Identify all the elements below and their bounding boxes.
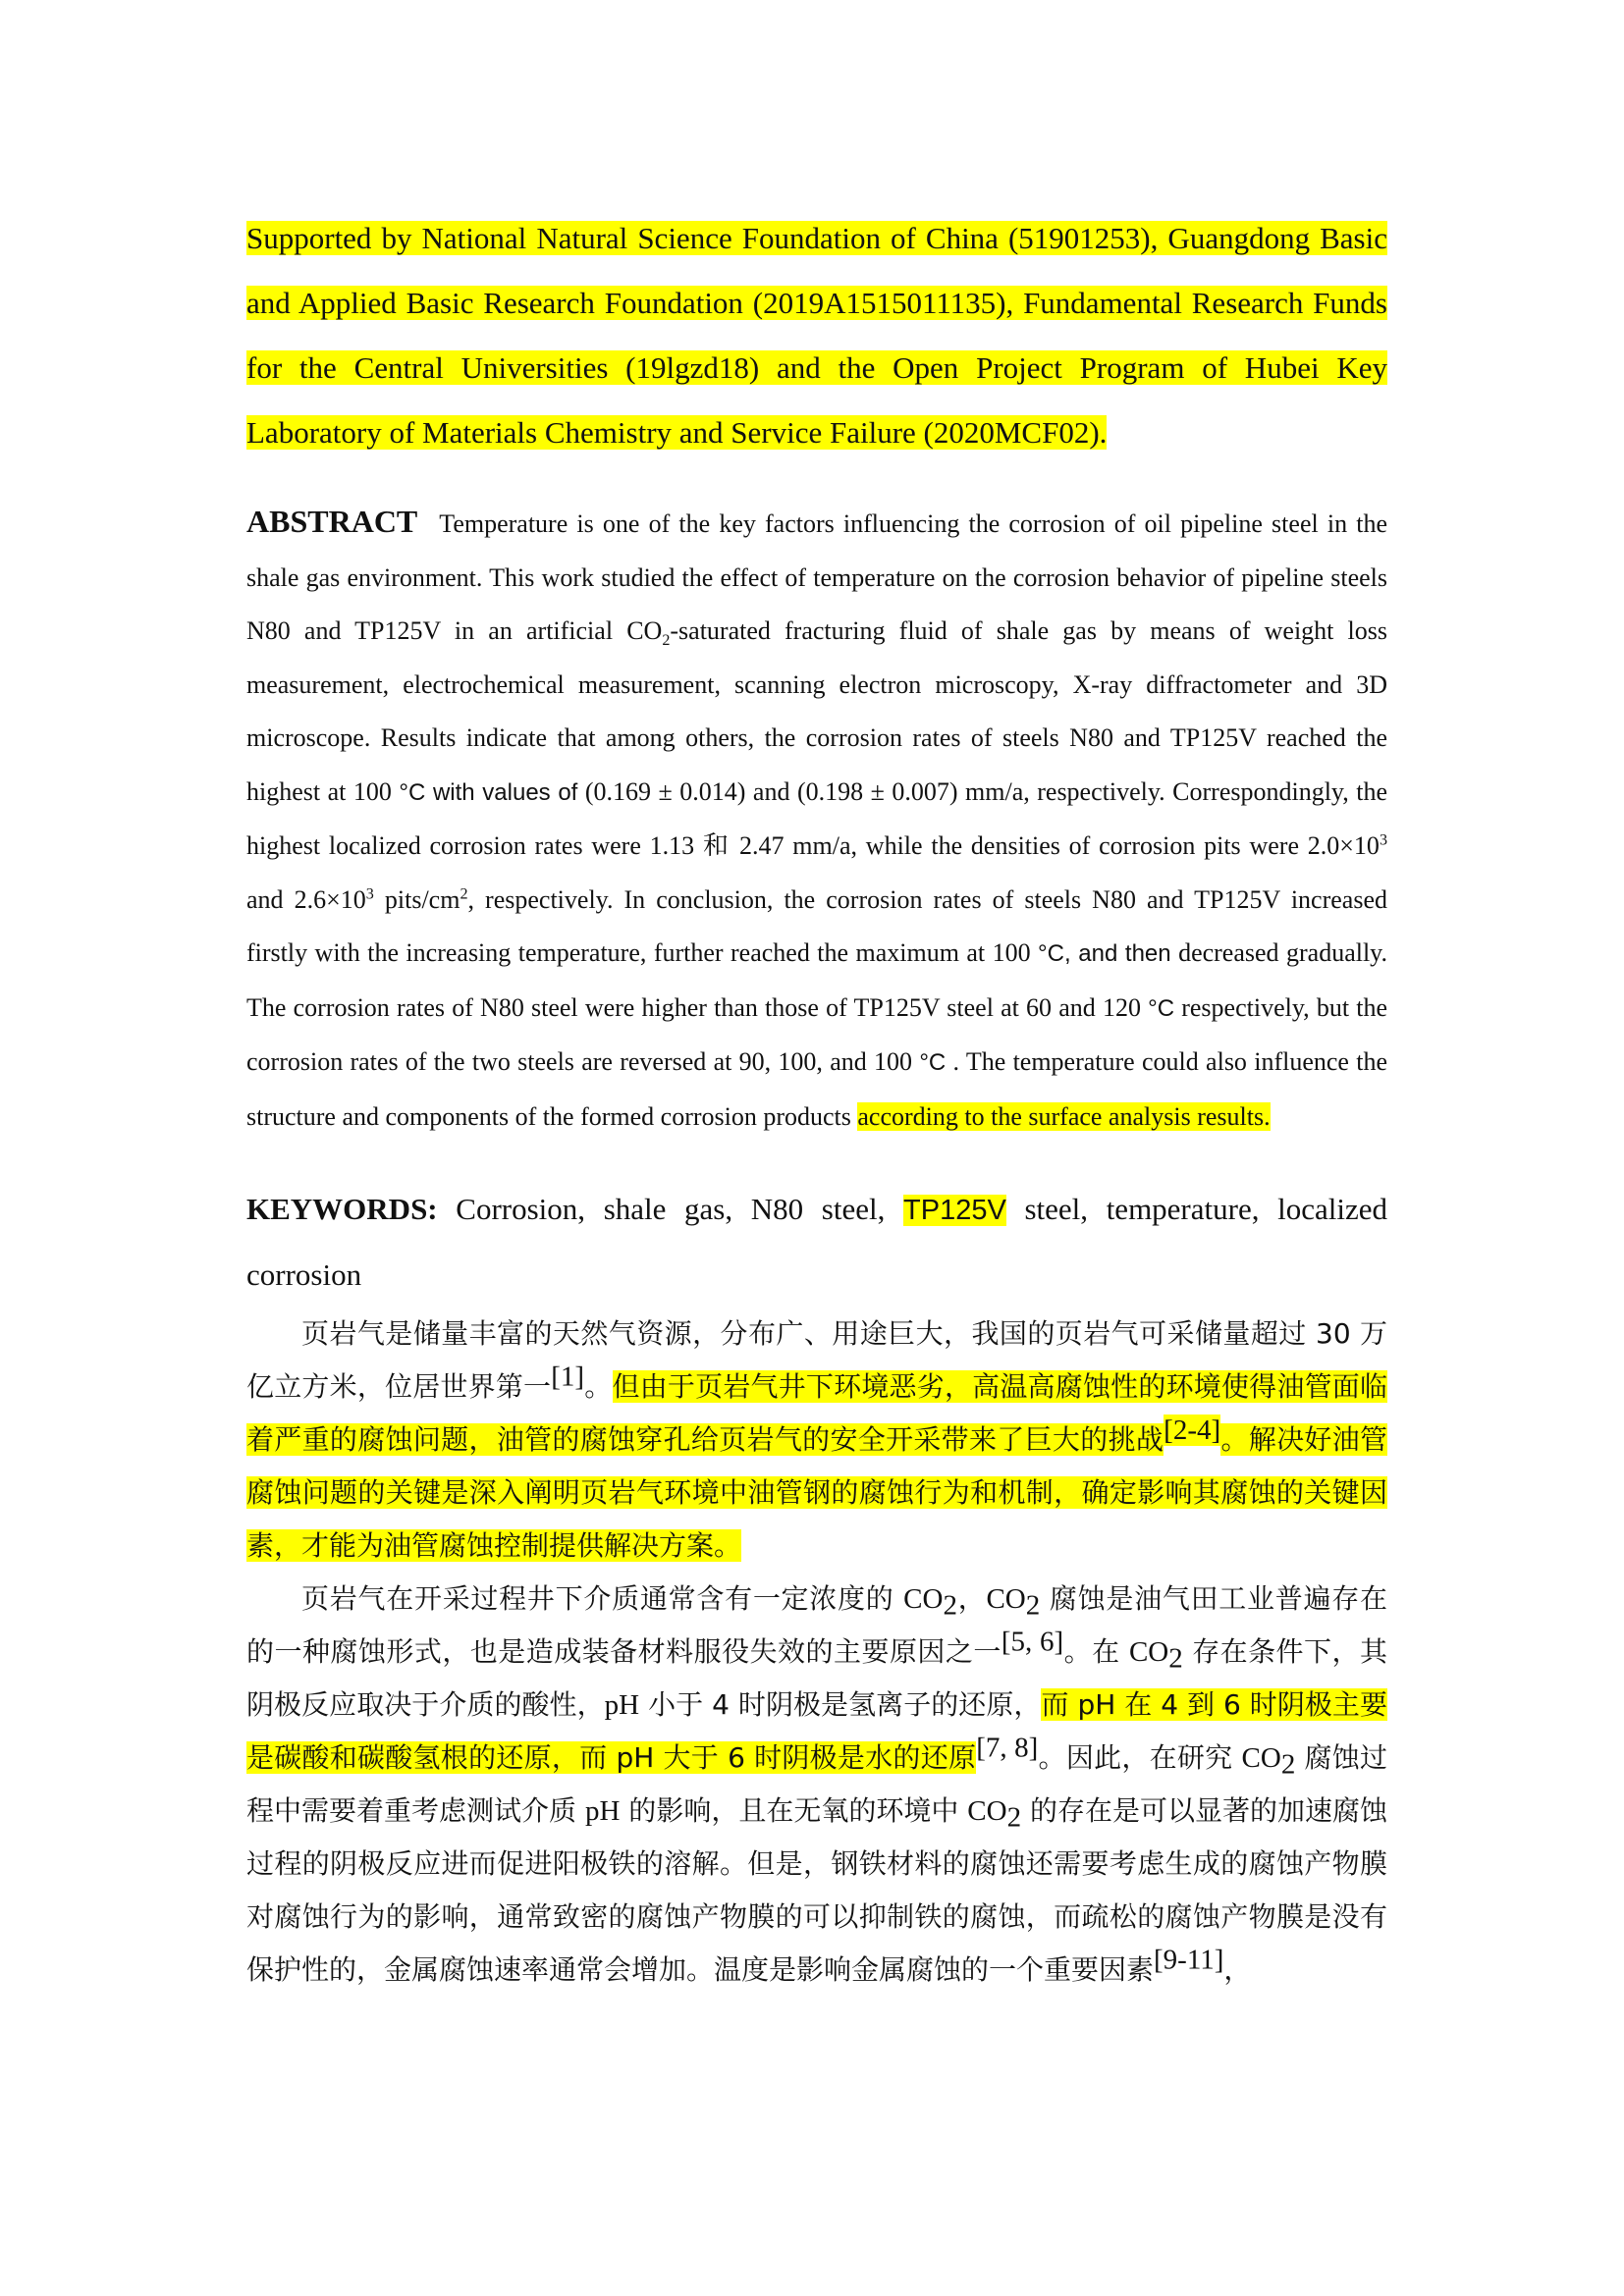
- subscript: 2: [662, 632, 671, 650]
- superscript: 2: [460, 884, 468, 902]
- abstract-paragraph: [246, 495, 1387, 1144]
- superscript: 3: [365, 884, 374, 902]
- formula: pH: [584, 1795, 621, 1827]
- body-text: 的存在是可以显著的加速腐蚀过程的阴极反应进而促进阳极铁的溶解。但是，钢铁材料的腐蚀还需要考虑生成的腐蚀产物膜对腐蚀行为的影响，通常致密的腐蚀产物膜的可以抑制铁的腐蚀，而疏松的腐蚀产物膜是没有保护性的，金属腐蚀速率通常会增加。温度是影响金属腐蚀的一个重要因素: [246, 1794, 1388, 1986]
- body-text: 页岩气是储量丰富的天然气资源，分布广、用途巨大，我国的页岩气可采储量超过 30 万亿立方米，位居世界第一: [246, 1317, 1387, 1403]
- subscript: 2: [1006, 1801, 1022, 1834]
- formula: pH: [604, 1689, 640, 1721]
- citation: [5, 6]: [1001, 1626, 1064, 1658]
- abstract-text: . The temperature could also influence the structure and components of the formed corrosion products: [246, 1047, 1388, 1131]
- abstract-text: , respectively. In conclusion, the corrosion rates of steels N80 and TP125V increased firstly with the increasing temperature, further reached the maximum at 100: [246, 884, 1387, 967]
- citation: [7, 8]: [976, 1732, 1039, 1764]
- superscript: 3: [1379, 831, 1387, 849]
- citation: [9-11]: [1154, 1944, 1224, 1976]
- abstract-text: -saturated fracturing fluid of shale gas by means of weight loss measurement, electrochemical measurement, scanning electron microscopy, X-ray diffractometer and 3D microscope. Results indicate that among others, the corrosion rates of steels N80 and TP125V reached the highest at 100: [246, 616, 1387, 806]
- abstract-text: respectively, but the corrosion rates of the two steels are reversed at 90, 100, and 100: [246, 992, 1387, 1076]
- keywords-highlight: TP125V: [903, 1195, 1006, 1226]
- formula: CO: [1241, 1742, 1281, 1774]
- body-text: ，: [956, 1582, 987, 1615]
- keywords-text: steel, temperature, localized corrosion: [246, 1192, 1387, 1292]
- body-text: 存在条件下，其阴极反应取决于介质的酸性，: [246, 1635, 1387, 1721]
- body-text: 小于 4 时阴极是氢离子的还原，: [639, 1688, 1042, 1721]
- formula: CO: [1128, 1636, 1169, 1668]
- body-text: 腐蚀是油气田工业普遍存在的一种腐蚀形式，也是造成装备材料服役失效的主要原因之一: [246, 1582, 1387, 1668]
- formula: CO: [903, 1583, 944, 1615]
- intro-paragraph-1: [246, 1308, 1387, 1573]
- formula: CO: [986, 1583, 1026, 1615]
- keywords-text: Corrosion, shale gas, N80 steel,: [437, 1192, 904, 1226]
- abstract-text: pits/cm: [373, 884, 460, 914]
- abstract-unit: °C: [1148, 994, 1175, 1022]
- body-text: 。在: [1063, 1635, 1129, 1668]
- body-text: 腐蚀过程中需要着重考虑测试介质: [246, 1741, 1388, 1827]
- citation: [2-4]: [1164, 1414, 1221, 1446]
- body-text: ，: [1223, 1953, 1252, 1986]
- body-text: 页岩气在开采过程井下介质通常含有一定浓度的: [301, 1582, 904, 1615]
- body-highlight: 而 pH 在 4 到 6 时阴极主要是碳酸和碳酸氢根的还原，而 pH 大于 6 时阴极是水的还原: [246, 1688, 1387, 1774]
- abstract-text: Temperature is one of the key factors influencing the corrosion of oil pipeline steel in the shale gas environment. This work studied the effect of temperature on the corrosion behavior of pipeline steels N80 and TP125V in an artificial CO: [246, 509, 1387, 645]
- subscript: 2: [1280, 1748, 1296, 1781]
- page-content: [246, 206, 1387, 1997]
- funding-note: [246, 206, 1387, 465]
- body-text: 。: [584, 1370, 613, 1403]
- citation: [1]: [551, 1361, 585, 1393]
- subscript: 2: [1168, 1642, 1183, 1675]
- abstract-heading: ABSTRACT: [246, 504, 418, 539]
- keywords-paragraph: [246, 1177, 1387, 1308]
- subscript: 2: [943, 1589, 957, 1622]
- keywords-heading: KEYWORDS:: [246, 1192, 438, 1226]
- abstract-text: (0.169 ± 0.014) and (0.198 ± 0.007) mm/a, respectively. Correspondingly, the highest localized corrosion rates were 1.13 和 2.47 mm/a, while the densities of corrosion pits were 2.0×10: [246, 776, 1387, 860]
- body-text: 。因此，在研究: [1038, 1741, 1242, 1774]
- abstract-text: decreased gradually. The corrosion rates of N80 steel were higher than those of TP125V steel at 60 and 120: [246, 938, 1387, 1022]
- funding-text: Supported by National Natural Science Foundation of China (51901253), Guangdong Basic and Applied Basic Research Foundation (2019A1515011135), Fundamental Research Funds for the Central Universities (19lgzd18) and the Open Project Program of Hubei Key Laboratory of Materials Chemistry and Service Failure (2020MCF02).: [246, 221, 1387, 450]
- formula: CO: [967, 1795, 1007, 1827]
- subscript: 2: [1025, 1589, 1041, 1622]
- intro-paragraph-2: [246, 1573, 1387, 1997]
- abstract-highlight: according to the surface analysis results.: [857, 1101, 1271, 1131]
- body-highlight: 但由于页岩气井下环境恶劣，高温高腐蚀性的环境使得油管面临着严重的腐蚀问题，油管的腐蚀穿孔给页岩气的安全开采带来了巨大的挑战: [246, 1370, 1387, 1456]
- body-highlight: 。解决好油管腐蚀问题的关键是深入阐明页岩气环境中油管钢的腐蚀行为和机制，确定影响其腐蚀的关键因素，才能为油管腐蚀控制提供解决方案。: [246, 1423, 1387, 1562]
- abstract-text: and 2.6×10: [246, 884, 366, 914]
- abstract-unit: °C: [919, 1049, 947, 1076]
- body-text: 的影响，且在无氧的环境中: [620, 1794, 968, 1827]
- abstract-unit: °C, and then: [1038, 940, 1171, 967]
- abstract-unit: °C with values of: [399, 778, 578, 806]
